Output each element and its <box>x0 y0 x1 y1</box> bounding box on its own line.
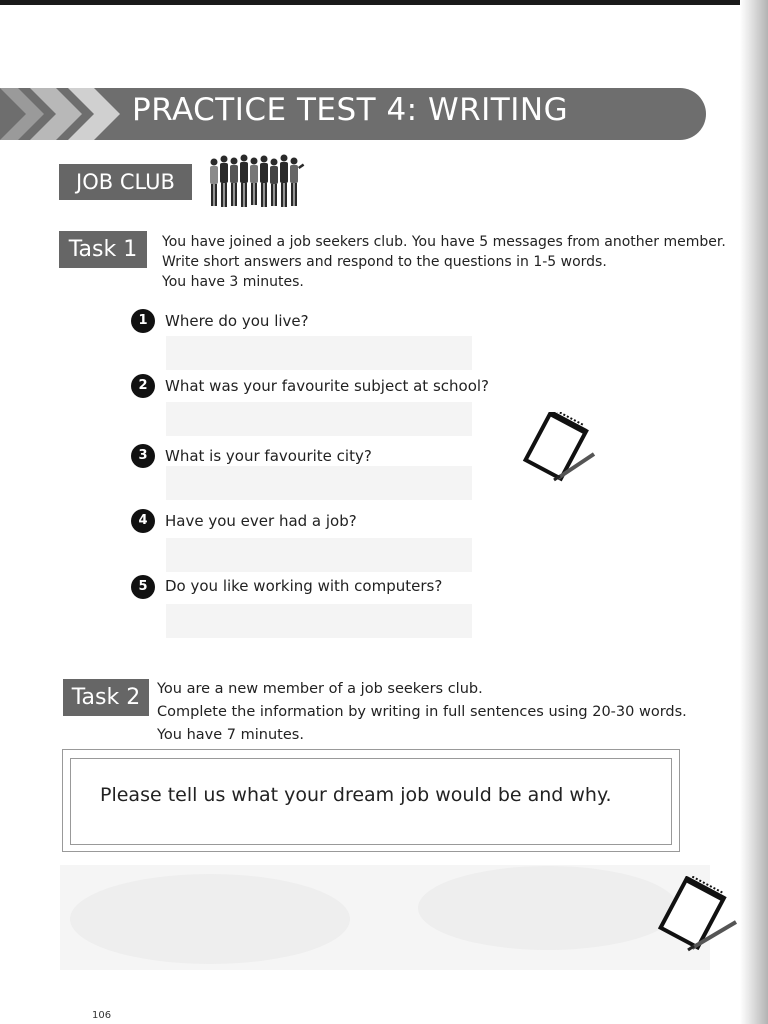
task-1-tag: Task 1 <box>59 231 147 268</box>
instruction-line: You are a new member of a job seekers club. <box>157 681 483 697</box>
instruction-line: You have 7 minutes. <box>157 727 304 743</box>
task-1-instructions <box>162 232 726 292</box>
faded-speech-bubble <box>418 866 678 950</box>
question-number-4: 4 <box>131 509 155 533</box>
question-3-text: What is your favourite city? <box>165 447 372 465</box>
faded-background-row <box>166 604 472 638</box>
business-people-group-icon <box>204 153 306 211</box>
question-number-2: 2 <box>131 374 155 398</box>
question-1-text: Where do you live? <box>165 312 309 330</box>
question-number-1: 1 <box>131 309 155 333</box>
writing-prompt: Please tell us what your dream job would be and why. <box>100 784 612 806</box>
top-edge <box>0 0 768 5</box>
notepad-pencil-icon <box>652 876 742 960</box>
question-5-text: Do you like working with computers? <box>165 577 443 595</box>
section-tag-job-club: JOB CLUB <box>59 164 192 200</box>
faded-background-row <box>166 466 472 500</box>
faded-speech-bubble <box>70 874 350 964</box>
instruction-line: Complete the information by writing in full sentences using 20-30 words. <box>157 704 687 720</box>
page-title: PRACTICE TEST 4: WRITING <box>132 92 569 128</box>
question-2-text: What was your favourite subject at school? <box>165 377 489 395</box>
question-number-5: 5 <box>131 575 155 599</box>
question-4-text: Have you ever had a job? <box>165 512 357 530</box>
book-spine-shadow <box>740 0 768 1024</box>
notepad-pencil-icon <box>518 412 600 490</box>
faded-background-row <box>166 336 472 370</box>
page-number: 106 <box>92 1010 112 1021</box>
instruction-line: You have 3 minutes. <box>162 274 304 290</box>
task-2-tag: Task 2 <box>63 679 149 716</box>
chevron-arrows-icon <box>0 88 130 140</box>
instruction-line: Write short answers and respond to the questions in 1-5 words. <box>162 254 607 270</box>
faded-background-row <box>166 538 472 572</box>
task-2-instructions <box>157 678 687 747</box>
faded-background-row <box>166 402 472 436</box>
question-number-3: 3 <box>131 444 155 468</box>
instruction-line: You have joined a job seekers club. You have 5 messages from another member. <box>162 234 726 250</box>
